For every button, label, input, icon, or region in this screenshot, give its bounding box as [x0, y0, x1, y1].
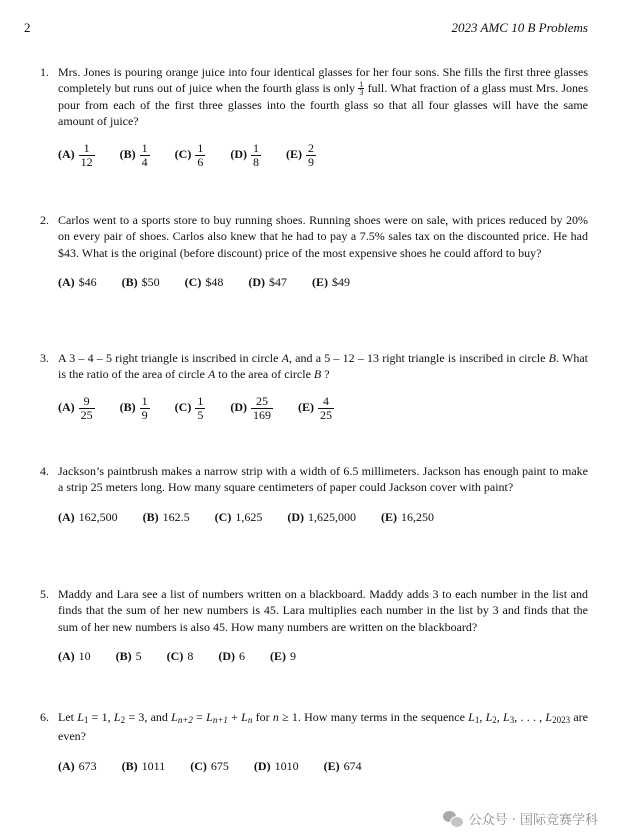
inline-fraction: $\frac{1}{3}$: [359, 80, 364, 98]
problem-4: [40, 463, 588, 525]
problem-text: Let $L_1 = 1$, $L_2 = 3$, and $L_{n+2} = L_{n+1} + L_n$ for n ≥ 1. How many terms in the sequence $L_1$, $L_2$, $L_3$, . . . , $L_{2023}$ are even?: [58, 710, 588, 744]
choice-c: (C) $\frac{1}{5}$: [174, 393, 204, 422]
answer-choices: [58, 508, 588, 525]
choice-e: (E) $\frac{4}{25}$: [298, 393, 333, 422]
problem-text: Carlos went to a sports store to buy running shoes. Running shoes were on sale, with prices reduced by 20% on every pair of shoes. Carlos also knew that he had to pay a 7.5% sales tax on the discounted price. He had $43. What is the original (before discount) price of the most expensive shoes he could afford to buy?: [58, 213, 588, 260]
choice-a: (A) 10: [58, 649, 91, 664]
choice-d: (D) $\frac{1}{8}$: [230, 140, 260, 169]
choice-b: (B) 1011: [121, 758, 166, 773]
answer-choices: [58, 647, 588, 664]
choice-a: (A) 162,500: [58, 509, 118, 524]
choice-a: (A) $\frac{9}{25}$: [58, 393, 93, 422]
problem-number: 6.: [40, 710, 49, 724]
watermark-text: 公众号 · 国际竞赛学科: [468, 813, 598, 828]
problem-number: 1.: [40, 65, 49, 79]
choice-d: (D) $47: [248, 275, 288, 290]
problem-text: Jackson’s paintbrush makes a narrow strip with a width of 6.5 millimeters. Jackson has enough paint to make a strip 25 meters long. How many square centimeters of paper could Jackson cover with paint?: [58, 464, 588, 495]
choice-b: (B) 5: [115, 649, 142, 664]
choice-d: (D) $\frac{25}{169}$: [230, 393, 272, 422]
choice-c: (C) 675: [190, 758, 229, 773]
choice-c: (C) 1,625: [214, 509, 263, 524]
page-number: 2: [24, 20, 31, 35]
problem-number: 5.: [40, 587, 49, 601]
running-title: 2023 AMC 10 B Problems: [451, 20, 588, 35]
problem-3: [40, 350, 588, 422]
answer-choices: [58, 142, 588, 169]
answer-choices: [58, 395, 588, 422]
choice-d: (D) 1010: [253, 758, 299, 773]
choice-e: (E) 674: [323, 758, 362, 773]
answer-choices: [58, 757, 588, 774]
choice-a: (A) $\frac{1}{12}$: [58, 140, 93, 169]
problem-text: A 3 – 4 – 5 right triangle is inscribed in circle A, and a 5 – 12 – 13 right triangle is inscribed in circle B. What is the ratio of the area of circle A to the area of circle B ?: [58, 351, 588, 382]
problem-number: 3.: [40, 351, 49, 365]
problem-2: [40, 212, 588, 291]
problem-6: [40, 709, 588, 774]
problem-number: 2.: [40, 213, 49, 227]
problem-number: 4.: [40, 464, 49, 478]
watermark: [443, 809, 598, 828]
choice-e: (E) $\frac{2}{9}$: [286, 140, 315, 169]
choice-c: (C) $48: [184, 275, 224, 290]
choice-b: (B) $50: [121, 275, 160, 290]
wechat-icon: [443, 811, 463, 827]
choice-e: (E) 16,250: [381, 509, 435, 524]
choice-b: (B) $\frac{1}{4}$: [119, 140, 148, 169]
choice-c: (C) $\frac{1}{6}$: [174, 140, 204, 169]
choice-e: (E) $49: [312, 275, 351, 290]
problem-5: [40, 586, 588, 665]
choice-d: (D) 6: [218, 649, 246, 664]
choice-b: (B) $\frac{1}{9}$: [119, 393, 148, 422]
choice-a: (A) $46: [58, 275, 97, 290]
problem-1: [40, 64, 588, 169]
problem-text: Maddy and Lara see a list of numbers written on a blackboard. Maddy adds 3 to each number in the list and finds that the sum of her new numbers is 45. Lara multiplies each number in the list by 3 and finds that the sum of her new numbers is also 45. How many numbers are written on the blackboard?: [58, 587, 588, 634]
problem-text: Mrs. Jones is pouring orange juice into four identical glasses for her four sons. She fills the first three glasses completely but runs out of juice when the fourth glass is only $\frac{1}{3}$ full. What fraction of a glass must Mrs. Jones pour from each of the first three glasses into the fourth glass so that all four glasses will have the same amount of juice?: [58, 65, 588, 129]
answer-choices: [58, 273, 588, 290]
choice-c: (C) 8: [166, 649, 194, 664]
choice-a: (A) 673: [58, 758, 97, 773]
choice-d: (D) 1,625,000: [287, 509, 357, 524]
choice-b: (B) 162.5: [142, 509, 190, 524]
choice-e: (E) 9: [270, 649, 297, 664]
